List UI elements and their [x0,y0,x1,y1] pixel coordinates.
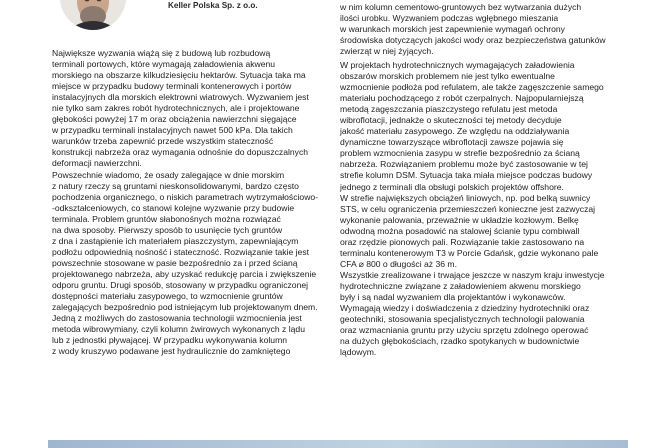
text-line: z natury rzeczy są gruntami nieskonsolidowanymi, bardzo często [52,180,299,191]
text-line: miejsce w przypadku budowy terminali kontenerowych i portów [52,81,292,92]
text-line: terminala. Problem gruntów słabonośnych można rozwiązać [52,213,281,224]
text-line: dostępności materiału zasypowego, to wzmocnienie gruntów [52,291,283,302]
article-column-right-continued [340,2,630,57]
text-line: zwierząt w niej żyjących. [340,46,434,57]
text-line: Jedną z możliwych do zastosowania technologii wzmocnienia jest [52,313,302,324]
right-paragraph [340,60,630,193]
text-line: z dna i zastąpienie ich materiałem piaszczystym, zapewniającym [52,235,299,246]
text-line: wykonanie palowania, przeważnie w układzie kozłowym. Belkę [340,214,579,225]
text-line: w przypadku terminali instalacyjnych nawet 500 kPa. Dla takich [52,125,293,136]
text-line: głębokości powyżej 17 m oraz obciążenia nawierzchni sięgające [52,114,297,125]
text-line: metodą zagęszczania piaszczystego refulatu jest metoda [340,104,558,115]
text-line: metoda wibrowymiany, czyli kolumn żwirowych wykonanych z lądu [52,324,305,335]
text-line: konstrukcji nabrzeża oraz wymagania odnośnie do dopuszczalnych [52,147,309,158]
text-line: zalegających bezpośrednio pod istniejącym lub projektowanym dnem. [52,302,318,313]
author-photo [60,0,126,30]
text-line: deformacji nawierzchni. [52,158,142,169]
text-line: instalacyjnych dla morskich elektrowni wiatrowych. Wyzwaniem jest [52,92,309,103]
text-line: odwodną można posadowić na stalowej ścianie typu combiwall [340,225,580,236]
text-line: Wszystkie zrealizowane i trwające jeszcze w naszym kraju inwestycje [340,269,605,280]
text-line: CFA ⌀ 800 o długości aż 36 m. [340,258,457,269]
text-line: strefie kolumn DSM. Sytuacja taka miała miejsce podczas budowy [340,170,593,181]
text-line: W projektach hydrotechnicznych wymagających załadowienia [340,60,575,70]
text-line: oraz wzmacniania gruntu przy użyciu sprzętu zdolnego operować [340,325,589,336]
text-line: Największe wyzwania wiążą się z budową lub rozbudową [52,48,271,58]
footer-image-strip [48,440,628,448]
author-company: Keller Polska Sp. z o.o. [168,1,258,10]
text-line: na dwa sposoby. Pierwszy sposób to usunięcie tych gruntów [52,224,283,235]
right-paragraph [340,270,630,358]
text-line: odporu gruntu. Drugi sposób, stosowany w przypadku ograniczonej [52,279,309,290]
text-line: warunków trzeba zapewnić przede wszystkim stateczność [52,136,274,147]
text-line: geotechniki, stosowania specjalistycznych technologii palowania [340,314,585,325]
text-line: hydrotechniczne związane z załadowieniem akwenu morskiego [340,280,581,291]
text-line: terminali portowych, które wymagają załadowienia akwenu [52,59,276,70]
text-line: obszarów morskich problemem nie jest tylko ewentualne [340,71,555,82]
text-line: pochodzenia organicznego, o niskich parametrach wytrzymałościowo- [52,191,319,202]
left-paragraph [52,170,334,358]
text-line: W strefie największych obciążeń liniowych, np. pod belką suwnicy [340,192,591,203]
text-line: oraz rzędzie pionowych pali. Rozwiązanie takie zastosowano na [340,236,585,247]
text-line: były i są nadal wyzwaniem dla projektantów i wykonawców. [340,291,566,302]
text-line: wzmocnienie podłoża pod refulatem, ale także zagęszczenie samego [340,82,604,93]
text-line: jakość materiału zasypowego. Ze względu na oddziaływania [340,126,570,137]
text-line: wibroflotacji, jednakże o skuteczności tej metody decyduje [340,115,562,126]
text-line: w warunkach morskich jest zapewnienie wymagań ochrony [340,24,565,35]
left-paragraph [52,48,334,170]
text-line: powszechnie stosowane w pasie bezpośrednio za i przed ścianą [52,257,298,268]
text-line: terminalu kontenerowym T3 w Porcie Gdańsk, gdzie wykonano pale [340,247,599,258]
text-line: projektowanego nabrzeża, aby uzyskać redukcję parcia i zwiększenie [52,268,317,279]
text-line: w nim kolumn cementowo-gruntowych bez wytwarzania dużych [340,2,582,12]
text-line: dynamiczne towarzyszące wibroflotacji zawsze pojawia się [340,137,564,148]
text-line: morskiego na obszarze kilkudziesięciu hektarów. Sytuacja taka ma [52,70,306,81]
text-line: problem wzmocnienia zasypu w strefie bezpośrednio za ścianą [340,148,580,159]
text-line: środowiska dotyczących jakości wody oraz bezpieczeństwa gatunków [340,35,606,46]
text-line: z wody kruszywo podawane jest hydraulicznie do zamkniętego [52,346,291,357]
text-line: Wymagają wiedzy i doświadczenia z dziedziny hydrotechniki oraz [340,303,590,314]
text-line: STS, w celu ograniczenia przemieszczeń konieczne jest zazwyczaj [340,203,596,214]
text-line: podłożu odpowiednią nośność i stateczność. Rozwiązanie takie jest [52,246,310,257]
text-line: -odkształceniowych, co stanowi kolejne wyzwanie przy budowie [52,202,295,213]
right-body [340,60,630,358]
text-line: lub z jednostki pływającej. W przypadku wykonywania kolumn [52,335,288,346]
text-line: lądowym. [340,347,377,358]
text-line: jednego z terminali dla obsługi polskich projektów offshore. [340,181,564,192]
text-line: nabrzeża. Rozwiązaniem problemu może być zastosowanie w tej [340,159,588,170]
right-paragraph [340,193,630,270]
text-line: nie tylko sam zakres robót hydrotechnicznych, ale i projektowane [52,103,300,114]
article-column-left [52,48,334,357]
text-line: na dużych głębokościach, rzadko spotykanych w budownictwie [340,336,580,347]
text-line: ilości urobku. Wyzwaniem podczas wgłębnego mieszania [340,13,559,24]
text-line: materiału pochodzącego z robót czerpalnych. Najpopularniejszą [340,93,584,104]
text-line: Powszechnie wiadomo, że osady zalegające w dnie morskim [52,169,285,180]
